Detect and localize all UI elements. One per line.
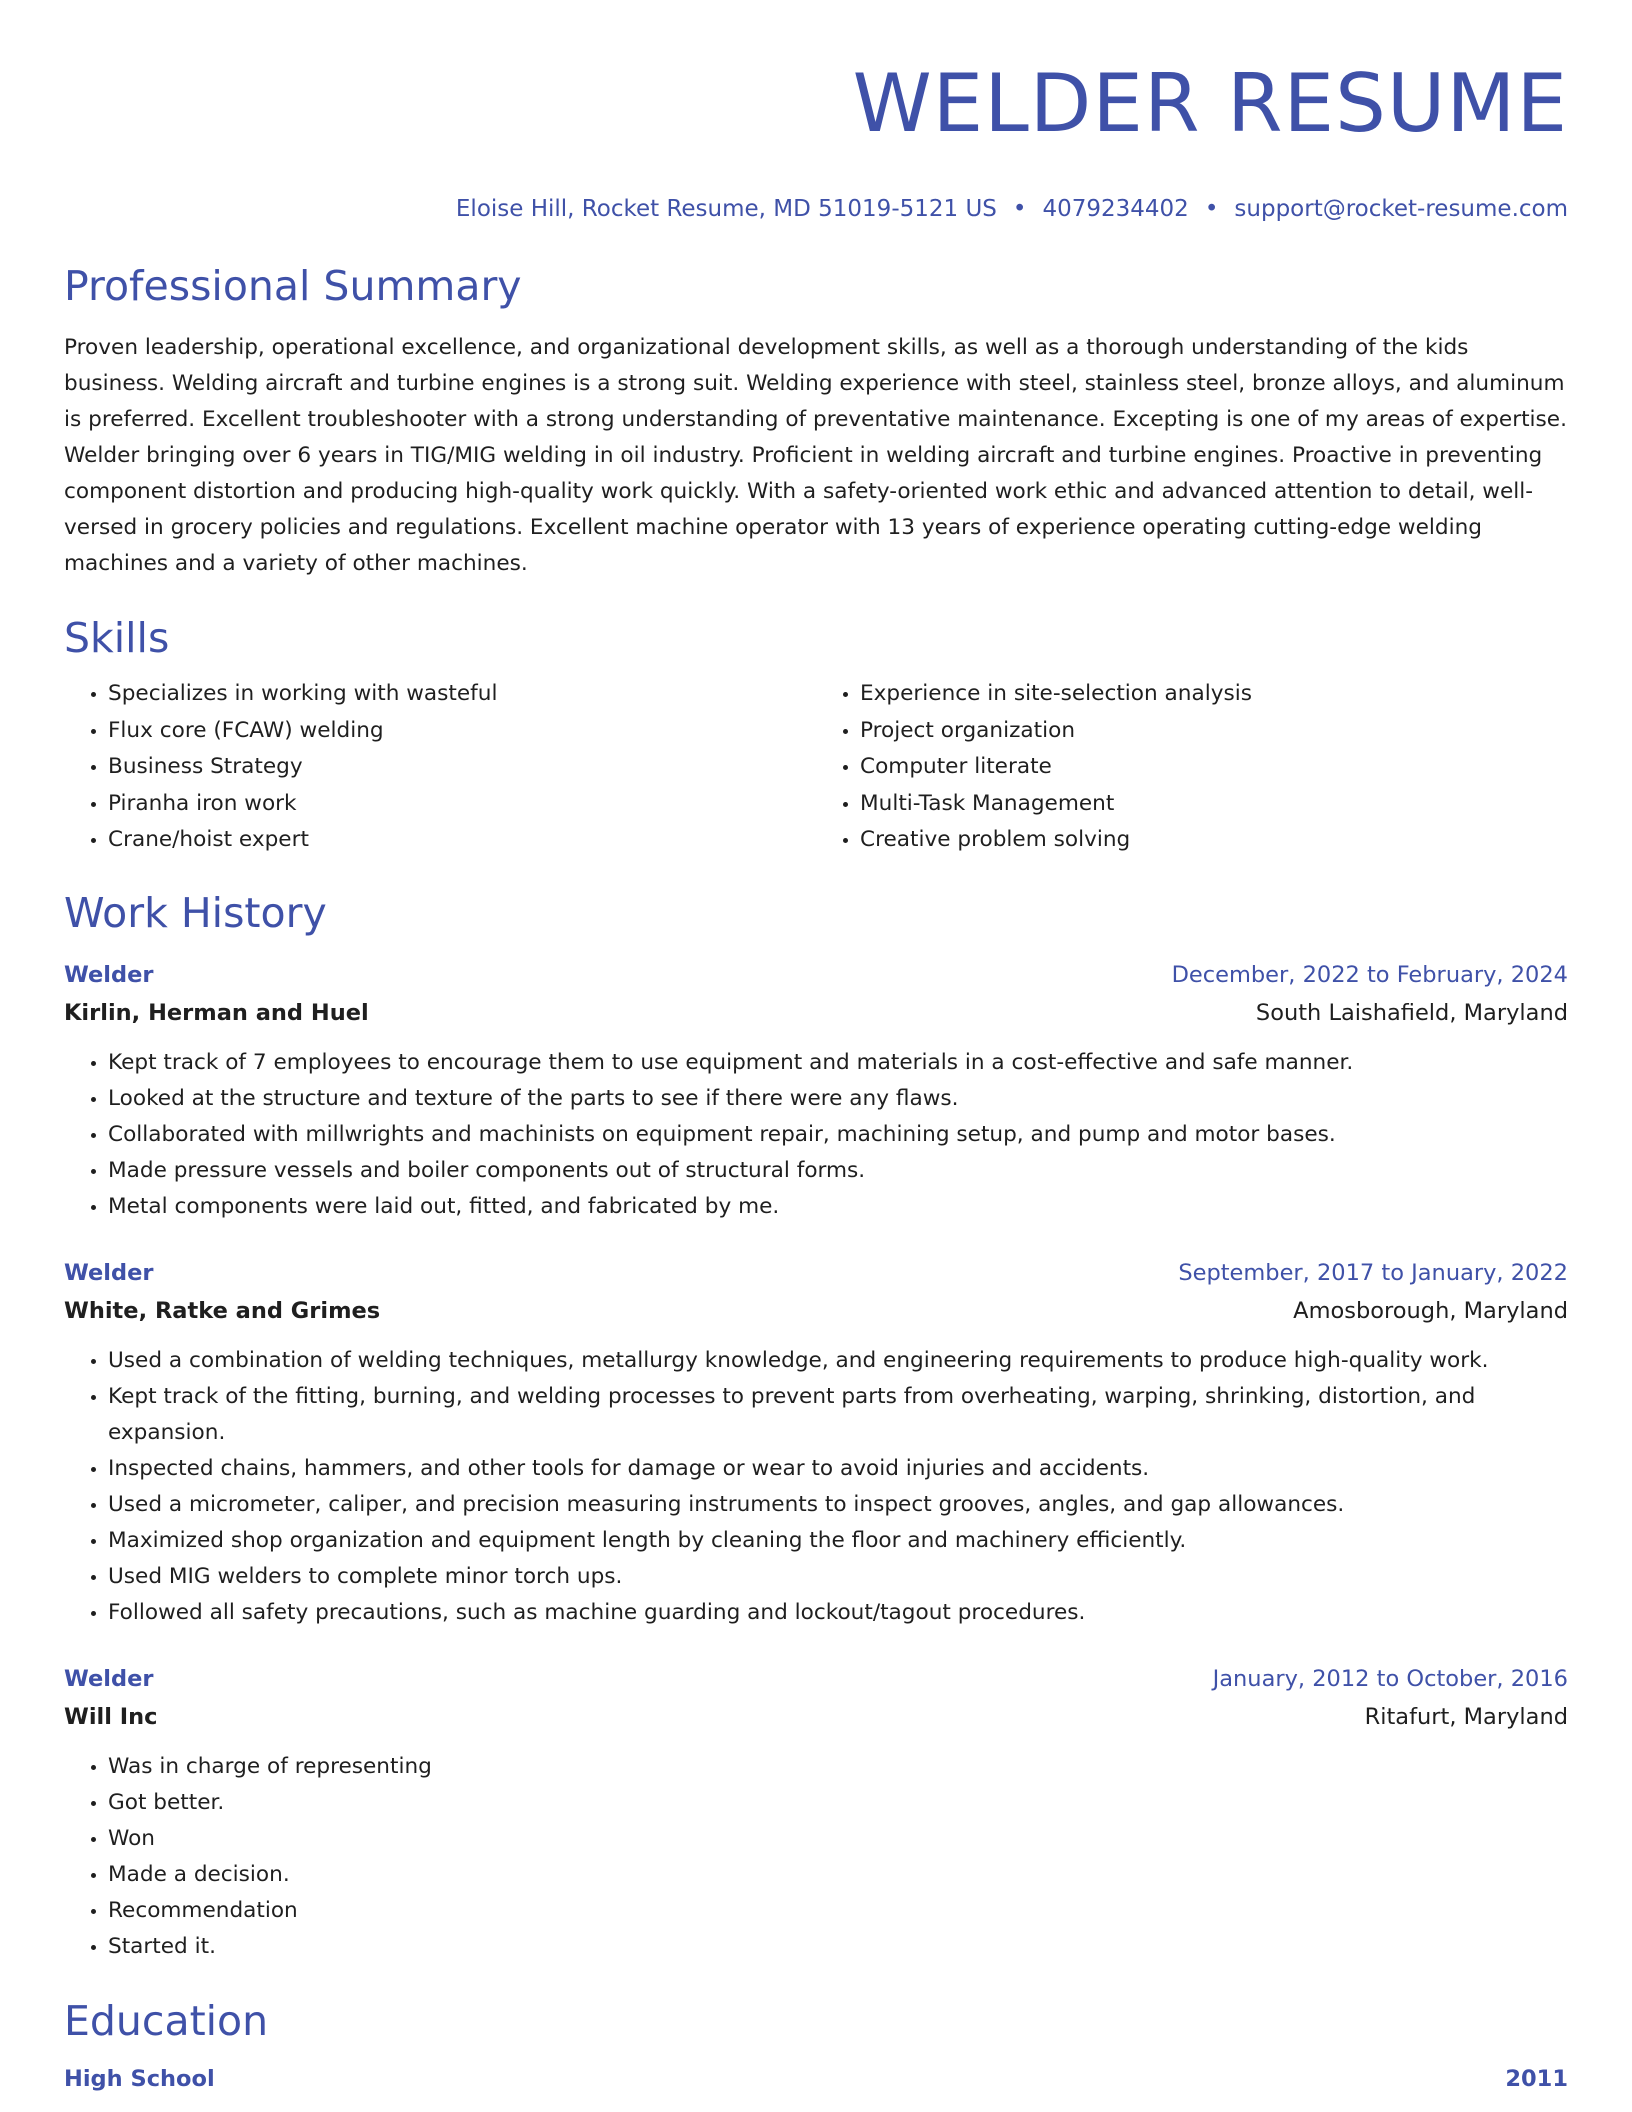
- job-entry: [64, 1255, 1568, 1631]
- job-company: White, Ratke and Grimes: [64, 1297, 381, 1324]
- skill-item: • Crane/hoist expert: [108, 822, 816, 859]
- job-location: Amosborough, Maryland: [1293, 1297, 1568, 1324]
- contact-phone: 4079234402: [1042, 196, 1189, 222]
- job-location: South Laishafield, Maryland: [1255, 999, 1568, 1026]
- skill-item: • Piranha iron work: [108, 786, 816, 823]
- education-heading: Education: [64, 1996, 269, 2045]
- job-company: Kirlin, Herman and Huel: [64, 999, 369, 1026]
- job-bullet: • Looked at the structure and texture of the parts to see if there were any flaws.: [108, 1081, 1568, 1117]
- contact-address: Eloise Hill, Rocket Resume, MD 51019-5121 US: [455, 196, 997, 222]
- education-entry: [64, 2061, 1568, 2097]
- job-bullets: [64, 1749, 1568, 1965]
- skills-list: [64, 676, 1568, 859]
- job-bullet: • Inspected chains, hammers, and other tools for damage or wear to avoid injuries and accidents.: [108, 1451, 1568, 1487]
- job-bullet: • Was in charge of representing: [108, 1749, 1568, 1785]
- job-title: Welder: [64, 961, 154, 988]
- job-dates: December, 2022 to February, 2024: [1171, 961, 1568, 988]
- job-bullet: • Started it.: [108, 1929, 1568, 1965]
- job-bullet: • Used a combination of welding techniques, metallurgy knowledge, and engineering requirements to produce high-quality work.: [108, 1343, 1568, 1379]
- skills-column-right: [816, 676, 1568, 859]
- job-bullets: [64, 1045, 1568, 1225]
- job-entry: [64, 957, 1568, 1225]
- contact-line: [64, 194, 1568, 224]
- skill-item: • Creative problem solving: [860, 822, 1568, 859]
- job-title: Welder: [64, 1259, 154, 1286]
- summary-heading: Professional Summary: [64, 262, 522, 310]
- job-bullet: • Used MIG welders to complete minor torch ups.: [108, 1559, 1568, 1595]
- work-history-heading: Work History: [64, 888, 327, 937]
- skill-item: • Flux core (FCAW) welding: [108, 713, 816, 750]
- skill-item: • Specializes in working with wasteful: [108, 676, 816, 713]
- job-bullet: • Got better.: [108, 1785, 1568, 1821]
- summary-text: Proven leadership, operational excellence, and organizational development skills, as well as a thorough understanding of the kids business. Welding aircraft and turbine engines is a strong suit. Welding experience with steel, stainless steel, bronze alloys, and aluminum is preferred. Excellent troubleshooter with a strong understanding of preventative maintenance. Excepting is one of my areas of expertise. Welder bringing over 6 years in TIG/MIG welding in oil industry. Proficient in welding aircraft and turbine engines. Proactive in preventing component distortion and producing high-quality work quickly. With a safety-oriented work ethic and advanced attention to detail, well-versed in grocery policies and regulations. Excellent machine operator with 13 years of experience operating cutting-edge welding machines and a variety of other machines.: [64, 335, 1567, 576]
- education-year: 2011: [1505, 2065, 1568, 2092]
- job-title: Welder: [64, 1665, 154, 1692]
- skill-item: • Computer literate: [860, 749, 1568, 786]
- job-bullet: • Made a decision.: [108, 1857, 1568, 1893]
- skill-item: • Experience in site-selection analysis: [860, 676, 1568, 713]
- education-degree: High School: [64, 2065, 215, 2092]
- skills-column-left: [64, 676, 816, 859]
- job-entry: [64, 1661, 1568, 1965]
- job-bullet: • Made pressure vessels and boiler components out of structural forms.: [108, 1153, 1568, 1189]
- job-bullet: • Metal components were laid out, fitted, and fabricated by me.: [108, 1189, 1568, 1225]
- job-bullet: • Kept track of the fitting, burning, and welding processes to prevent parts from overheating, warping, shrinking, distortion, and expansion.: [108, 1379, 1568, 1451]
- skills-heading: Skills: [64, 614, 170, 662]
- job-bullet: • Recommendation: [108, 1893, 1568, 1929]
- contact-email[interactable]: support@rocket-resume.com: [1234, 196, 1568, 222]
- skill-item: • Project organization: [860, 713, 1568, 750]
- job-bullets: [64, 1343, 1568, 1631]
- job-dates: September, 2017 to January, 2022: [1178, 1259, 1568, 1286]
- skill-item: • Multi-Task Management: [860, 786, 1568, 823]
- job-bullet: • Maximized shop organization and equipment length by cleaning the floor and machinery efficiently.: [108, 1523, 1568, 1559]
- job-dates: January, 2012 to October, 2016: [1212, 1665, 1568, 1692]
- job-bullet: • Used a micrometer, caliper, and precision measuring instruments to inspect grooves, angles, and gap allowances.: [108, 1487, 1568, 1523]
- job-location: Ritafurt, Maryland: [1364, 1703, 1568, 1730]
- job-company: Will Inc: [64, 1703, 158, 1730]
- contact-separator: •: [1204, 196, 1219, 222]
- contact-separator: •: [1012, 196, 1027, 222]
- skill-item: • Business Strategy: [108, 749, 816, 786]
- job-bullet: • Followed all safety precautions, such as machine guarding and lockout/tagout procedures.: [108, 1595, 1568, 1631]
- job-bullet: • Collaborated with millwrights and machinists on equipment repair, machining setup, and pump and motor bases.: [108, 1117, 1568, 1153]
- job-bullet: • Won: [108, 1821, 1568, 1857]
- job-bullet: • Kept track of 7 employees to encourage them to use equipment and materials in a cost-effective and safe manner.: [108, 1045, 1568, 1081]
- document-title: WELDER RESUME: [852, 57, 1568, 150]
